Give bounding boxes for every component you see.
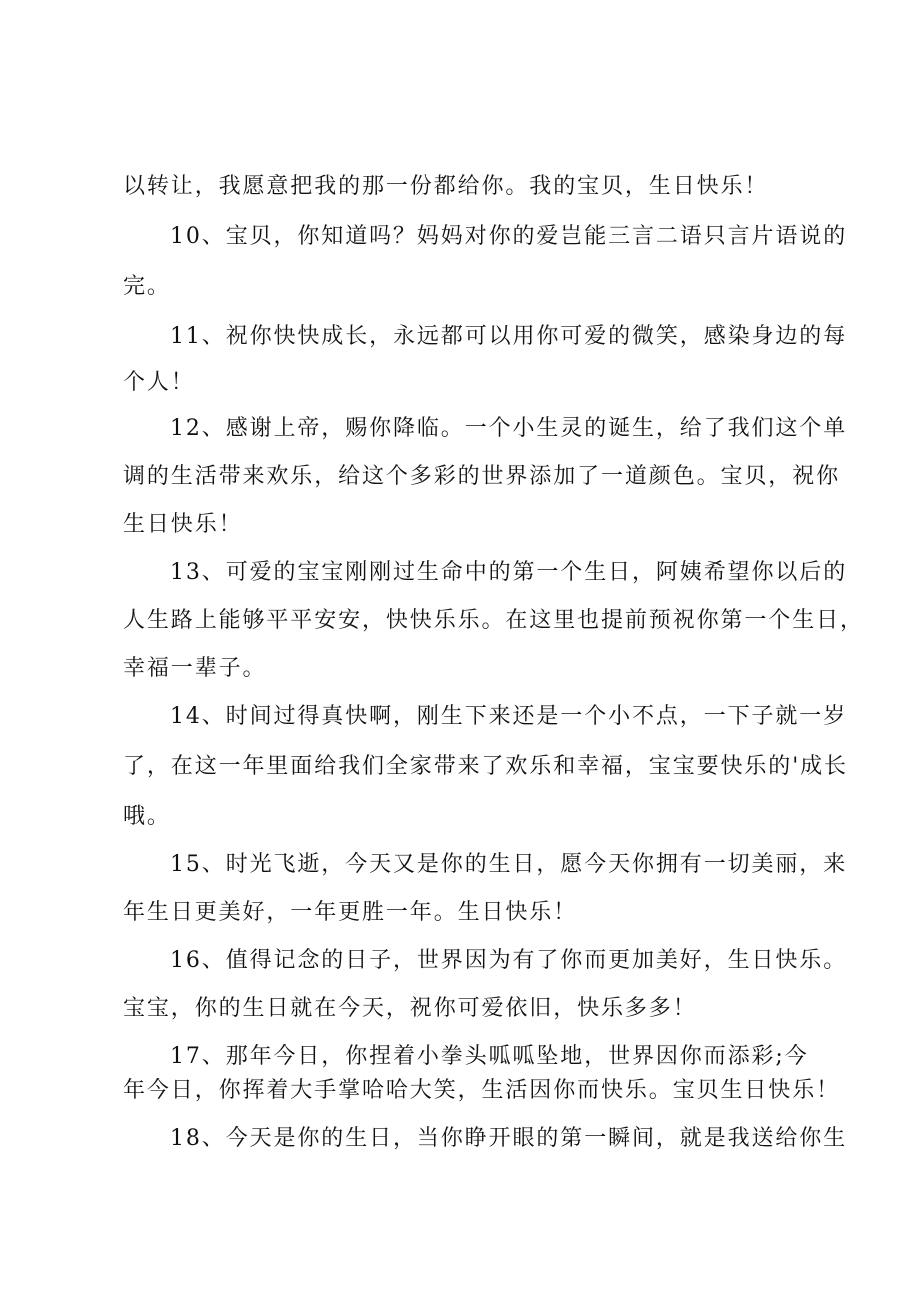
text-line: 13、可爱的宝宝刚刚过生命中的第一个生日，阿姨希望你以后的 xyxy=(170,560,848,585)
text-line: 宝宝，你的生日就在今天，祝你可爱依旧，快乐多多！ xyxy=(123,996,697,1021)
text-line: 18、今天是你的生日，当你睁开眼的第一瞬间，就是我送给你生 xyxy=(170,1126,848,1151)
text-line: 14、时间过得真快啊，刚生下来还是一个小不点，一下子就一岁 xyxy=(170,704,848,729)
text-line: 完。 xyxy=(123,274,171,299)
text-line: 以转让，我愿意把我的那一份都给你。我的宝贝，生日快乐！ xyxy=(123,174,769,199)
text-line: 了，在这一年里面给我们全家带来了欢乐和幸福，宝宝要快乐的'成长 xyxy=(123,754,848,779)
text-line: 哦。 xyxy=(123,804,171,829)
text-line: 生日快乐！ xyxy=(123,512,243,537)
text-line: 11、祝你快快成长，永远都可以用你可爱的微笑，感染身边的每 xyxy=(170,324,848,349)
text-line: 个人！ xyxy=(123,370,195,395)
text-line: 年今日，你挥着大手掌哈哈大笑，生活因你而快乐。宝贝生日快乐！ xyxy=(123,1078,841,1103)
text-line: 人生路上能够平平安安，快快乐乐。在这里也提前预祝你第一个生日， xyxy=(123,608,864,633)
text-line: 17、那年今日，你捏着小拳头呱呱坠地，世界因你而添彩;今 xyxy=(170,1044,809,1069)
text-line: 12、感谢上帝，赐你降临。一个小生灵的诞生，给了我们这个单 xyxy=(170,416,848,441)
text-line: 10、宝贝，你知道吗？妈妈对你的爱岂能三言二语只言片语说的 xyxy=(170,224,848,249)
text-line: 15、时光飞逝，今天又是你的生日，愿今天你拥有一切美丽，来 xyxy=(170,852,848,877)
text-line: 16、值得记念的日子，世界因为有了你而更加美好，生日快乐。 xyxy=(170,948,848,973)
text-line: 年生日更美好，一年更胜一年。生日快乐！ xyxy=(123,900,578,925)
text-line: 调的生活带来欢乐，给这个多彩的世界添加了一道颜色。宝贝，祝你 xyxy=(123,464,841,489)
text-line: 幸福一辈子。 xyxy=(123,656,267,681)
